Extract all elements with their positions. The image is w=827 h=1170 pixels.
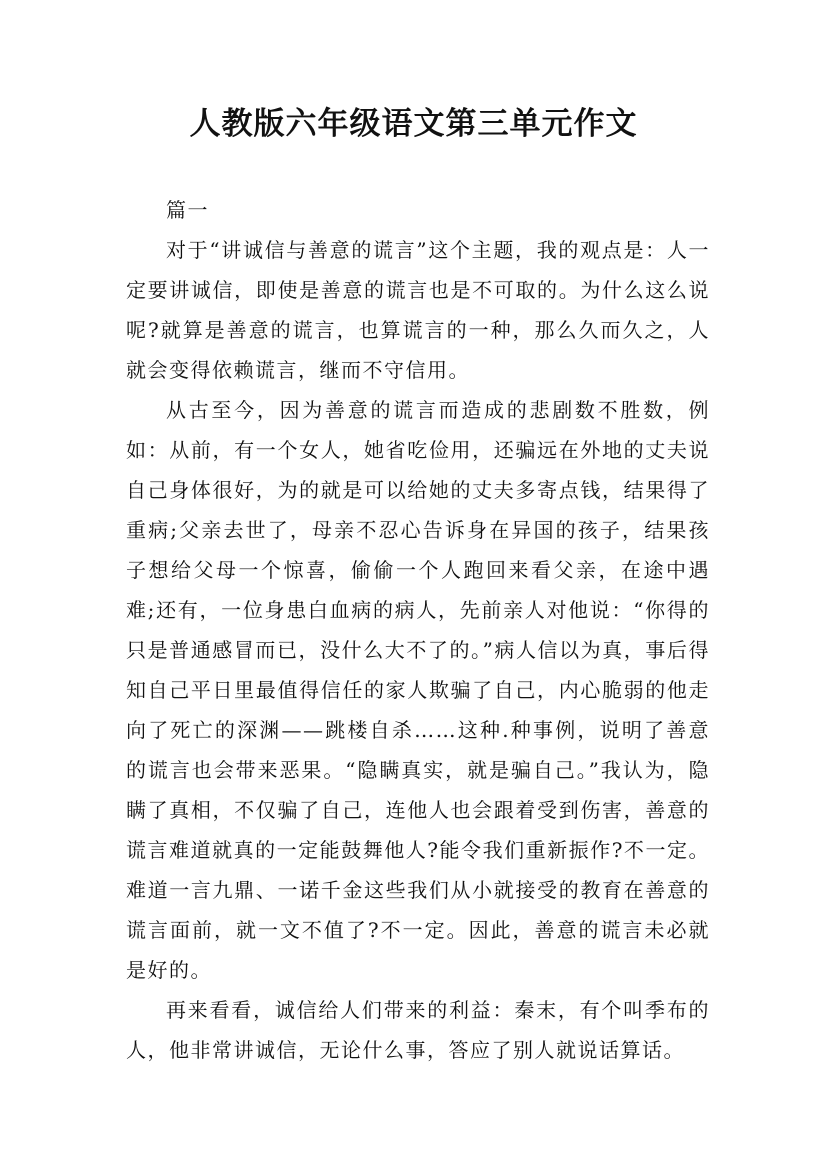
paragraph-1: 对于“讲诚信与善意的谎言”这个主题，我的观点是：人一定要讲诚信，即使是善意的谎言也是不可取的。为什么这么说呢?就算是善意的谎言，也算谎言的一种，那么久而久之，人就会变得依赖谎言，继而不守信用。: [126, 238, 710, 382]
paragraph-2: 从古至今，因为善意的谎言而造成的悲剧数不胜数，例如：从前，有一个女人，她省吃俭用，还骗远在外地的丈夫说自己身体很好，为的就是可以给她的丈夫多寄点钱，结果得了重病;父亲去世了，母亲不忍心告诉身在异国的孩子，结果孩子想给父母一个惊喜，偷偷一个人跑回来看父亲，在途中遇难;还有，一位身患白血病的病人，先前亲人对他说：“你得的只是普通感冒而已，没什么大不了的。”病人信以为真，事后得知自己平日里最值得信任的家人欺骗了自己，内心脆弱的他走向了死亡的深渊——跳楼自杀……这种.种事例，说明了善意的谎言也会带来恶果。“隐瞒真实，就是骗自己。”我认为，隐瞒了真相，不仅骗了自己，连他人也会跟着受到伤害，善意的谎言难道就真的一定能鼓舞他人?能令我们重新振作?不一定。难道一言九鼎、一诺千金这些我们从小就接受的教育在善意的谎言面前，就一文不值了?不一定。因此，善意的谎言未必就是好的。: [126, 398, 710, 982]
document-title: 人教版六年级语文第三单元作文: [189, 106, 638, 142]
paragraph-3: 再来看看，诚信给人们带来的利益：秦末，有个叫季布的人，他非常讲诚信，无论什么事，答应了别人就说话算话。: [126, 998, 710, 1062]
document-body: [126, 190, 710, 1070]
section-heading: 篇一: [166, 198, 209, 222]
